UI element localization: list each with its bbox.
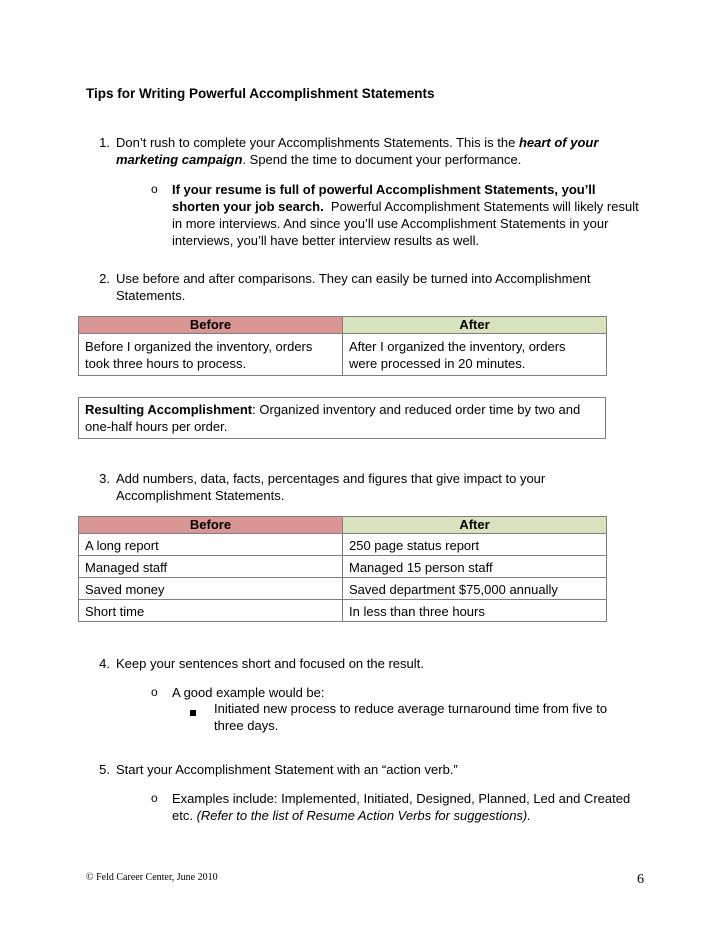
page-title: Tips for Writing Powerful Accomplishment Statements [86, 86, 435, 101]
item-5-sub-line-1: Examples include: Implemented, Initiated, Designed, Planned, Led and Created [172, 791, 631, 806]
item-number-3: 3. [99, 471, 110, 486]
item-4-sub: A good example would be: [172, 685, 325, 700]
table-2-cell: Saved money [79, 578, 343, 600]
item-1-sub-line-4: interviews, you’ll have better interview results as well. [172, 233, 480, 248]
table-2-header-before: Before [79, 517, 343, 534]
item-number-2: 2. [99, 271, 110, 286]
item-5-text: Start your Accomplishment Statement with an “action verb.” [116, 762, 458, 777]
table-row [79, 578, 607, 600]
bullet-circle-icon: o [151, 791, 158, 805]
item-4-text: Keep your sentences short and focused on the result. [116, 656, 424, 671]
item-3-line-2: Accomplishment Statements. [116, 488, 285, 503]
item-4-subsub-line-2: three days. [214, 718, 279, 733]
bullet-square-icon [190, 704, 196, 719]
item-2-line-2: Statements. [116, 288, 186, 303]
table-1-header-after: After [343, 317, 607, 334]
item-number-5: 5. [99, 762, 110, 777]
item-number-1: 1. [99, 135, 110, 150]
footer-copyright: © Feld Career Center, June 2010 [86, 872, 218, 883]
before-after-table-2 [78, 516, 607, 622]
item-1-line-1: Don’t rush to complete your Accomplishments Statements. This is the heart of your [116, 135, 599, 150]
table-1-header-before: Before [79, 317, 343, 334]
item-number-4: 4. [99, 656, 110, 671]
item-4-subsub-line-1: Initiated new process to reduce average turnaround time from five to [214, 701, 608, 716]
item-3-line-1: Add numbers, data, facts, percentages and figures that give impact to your [116, 471, 546, 486]
table-row [79, 600, 607, 622]
item-5-sub-line-2: etc. (Refer to the list of Resume Action Verbs for suggestions). [172, 808, 531, 823]
table-row [79, 534, 607, 556]
item-2-line-1: Use before and after comparisons. They can easily be turned into Accomplishment [116, 271, 591, 286]
page-number: 6 [637, 872, 644, 887]
item-1-sub-line-1: If your resume is full of powerful Accomplishment Statements, you’ll [172, 182, 596, 197]
table-row [79, 556, 607, 578]
bullet-circle-icon: o [151, 685, 158, 699]
item-1-sub-line-3: in more interviews. And since you’ll use Accomplishment Statements in your [172, 216, 609, 231]
table-1-before-cell: Before I organized the inventory, orders took three hours to process. [79, 334, 343, 376]
table-2-cell: Saved department $75,000 annually [343, 578, 607, 600]
table-2-cell: In less than three hours [343, 600, 607, 622]
table-2-cell: Short time [79, 600, 343, 622]
table-2-cell: A long report [79, 534, 343, 556]
table-2-cell: 250 page status report [343, 534, 607, 556]
before-after-table-1 [78, 316, 607, 376]
resulting-accomplishment-box: Resulting Accomplishment: Organized inventory and reduced order time by two and one-half hours per order. [78, 397, 606, 439]
item-1-sub-line-2: shorten your job search. Powerful Accomplishment Statements will likely result [172, 199, 639, 214]
table-2-header-after: After [343, 517, 607, 534]
table-2-cell: Managed staff [79, 556, 343, 578]
item-1-line-2: marketing campaign. Spend the time to document your performance. [116, 152, 522, 167]
bullet-circle-icon: o [151, 182, 158, 196]
table-1-after-cell: After I organized the inventory, orders were processed in 20 minutes. [343, 334, 607, 376]
table-2-cell: Managed 15 person staff [343, 556, 607, 578]
